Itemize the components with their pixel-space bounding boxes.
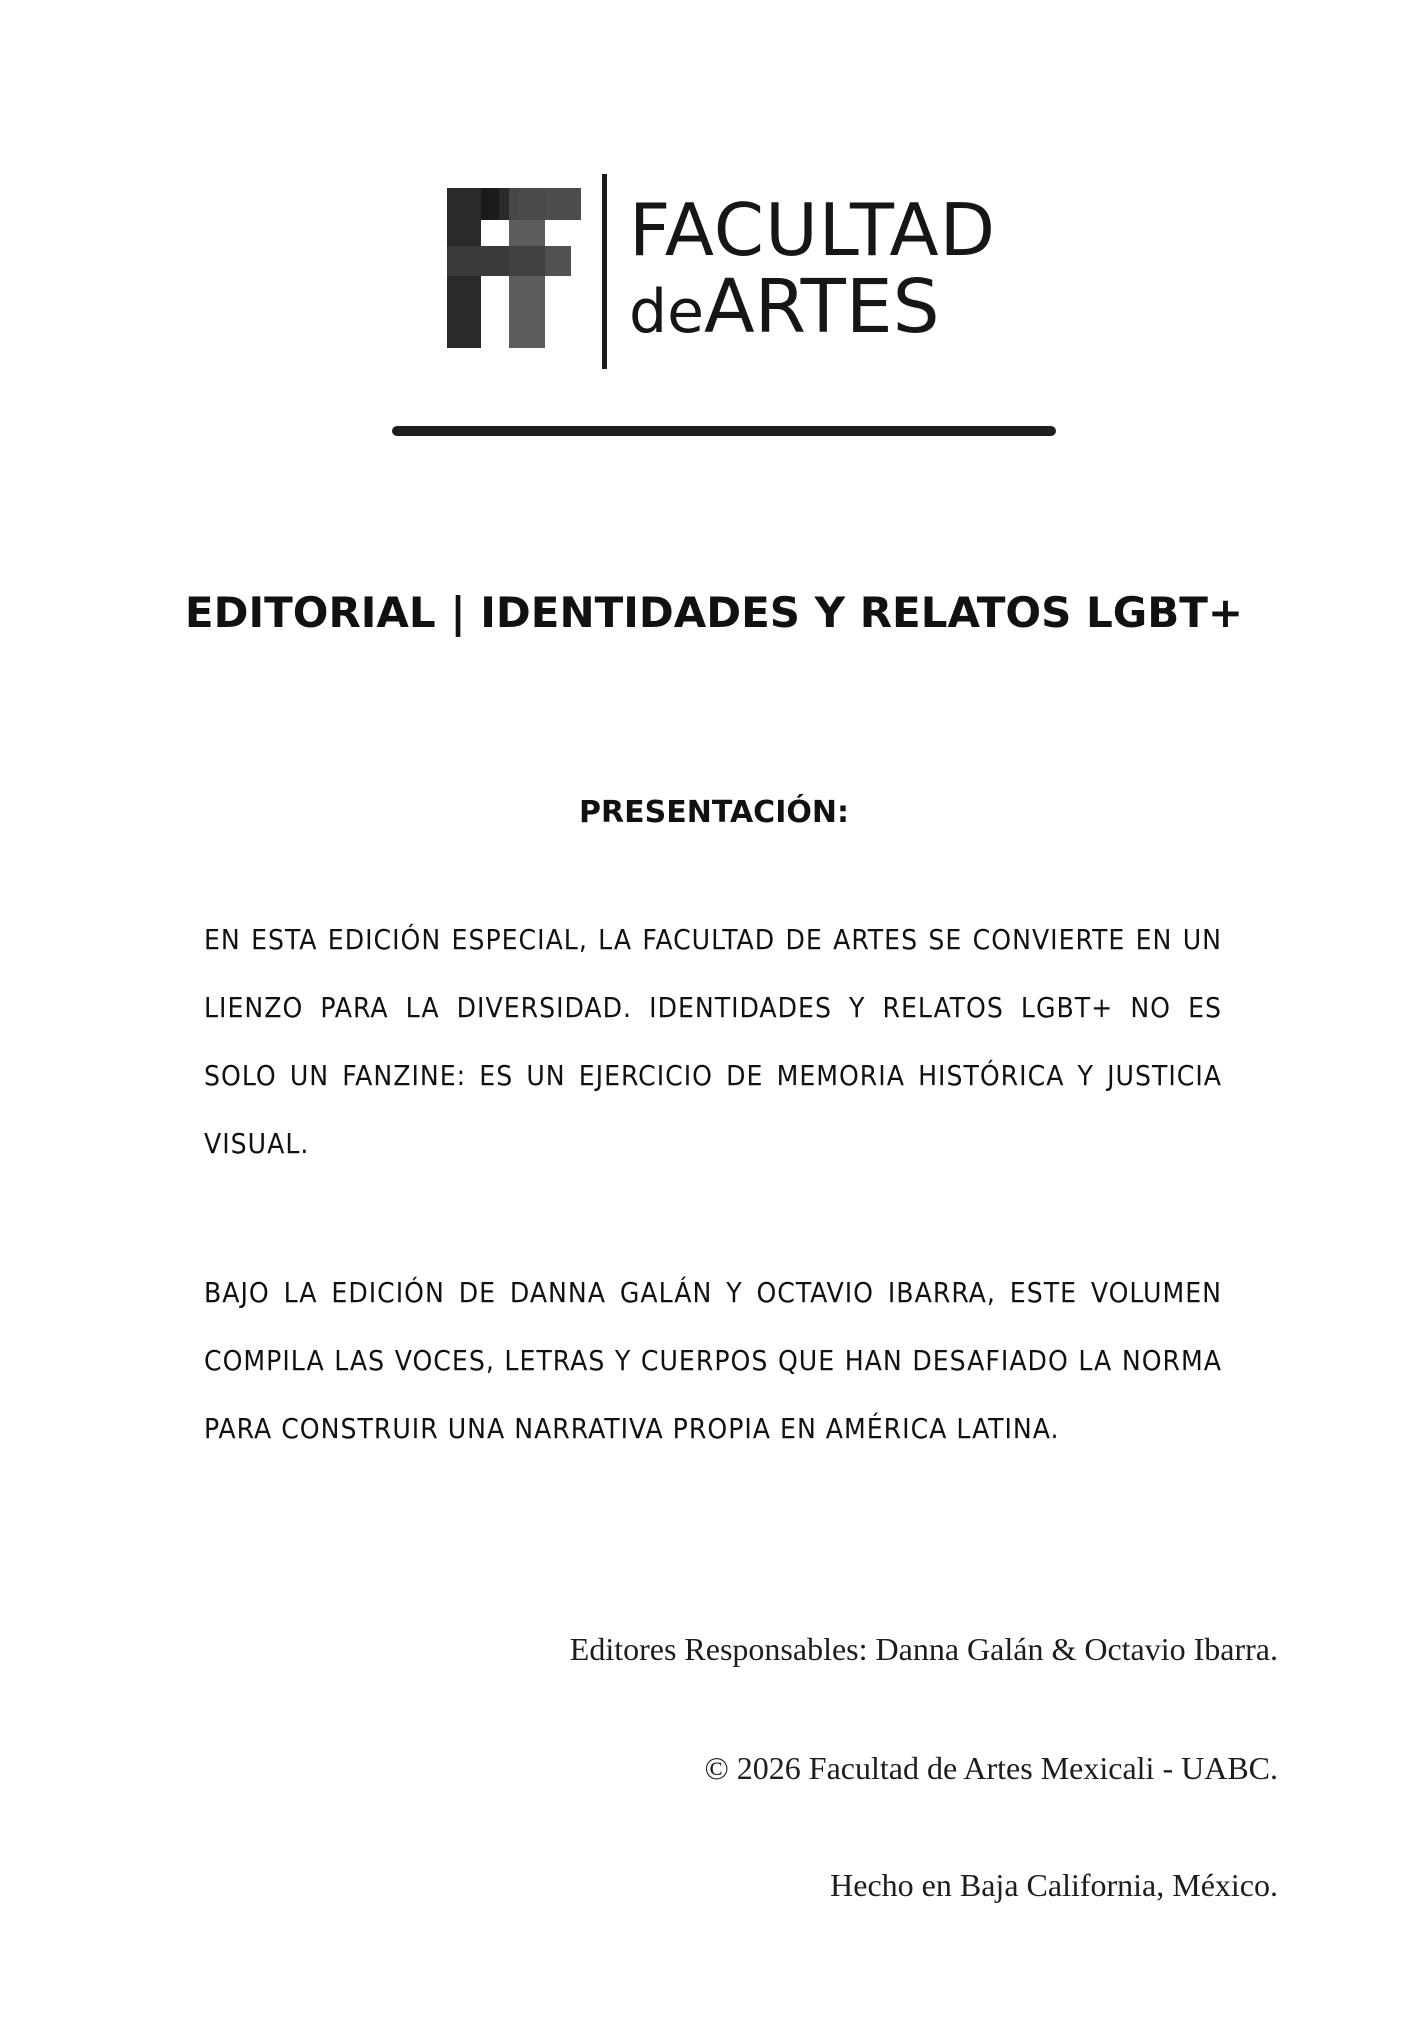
logo-word-artes: ARTES [704, 264, 940, 350]
credit-copyright: © 2026 Facultad de Artes Mexicali - UABC. [704, 1750, 1278, 1786]
credit-made-in: Hecho en Baja California, México. [830, 1867, 1278, 1903]
logo-word-de: de [629, 277, 704, 347]
body-paragraph-1: EN ESTA EDICIÓN ESPECIAL, LA FACULTAD DE ARTES SE CONVIERTE EN UN LIENZO PARA LA DIVERSIDAD. IDENTIDADES Y RELATOS LGBT+ NO ES SOLO UN FANZINE: ES UN EJERCICIO DE MEMORIA HISTÓRICA Y JUSTICIA VISUAL. [204, 923, 1222, 1160]
logo-divider [602, 174, 607, 369]
logo-line-de-artes [629, 264, 940, 350]
facultad-de-artes-logo [447, 174, 1047, 374]
facultad-de-artes-monogram-icon [447, 188, 581, 348]
credit-editors: Editores Responsables: Danna Galán & Octavio Ibarra. [569, 1631, 1278, 1667]
body-paragraph-2: BAJO LA EDICIÓN DE DANNA GALÁN Y OCTAVIO IBARRA, ESTE VOLUMEN COMPILA LAS VOCES, LETRAS Y CUERPOS QUE HAN DESAFIADO LA NORMA PARA CONSTRUIR UNA NARRATIVA PROPIA EN AMÉRICA LATINA. [204, 1276, 1222, 1445]
section-heading: PRESENTACIÓN: [579, 795, 849, 830]
header-rule [392, 426, 1056, 436]
page-title: EDITORIAL | IDENTIDADES Y RELATOS LGBT+ [184, 588, 1244, 637]
logo-line-facultad: FACULTAD [629, 188, 997, 272]
